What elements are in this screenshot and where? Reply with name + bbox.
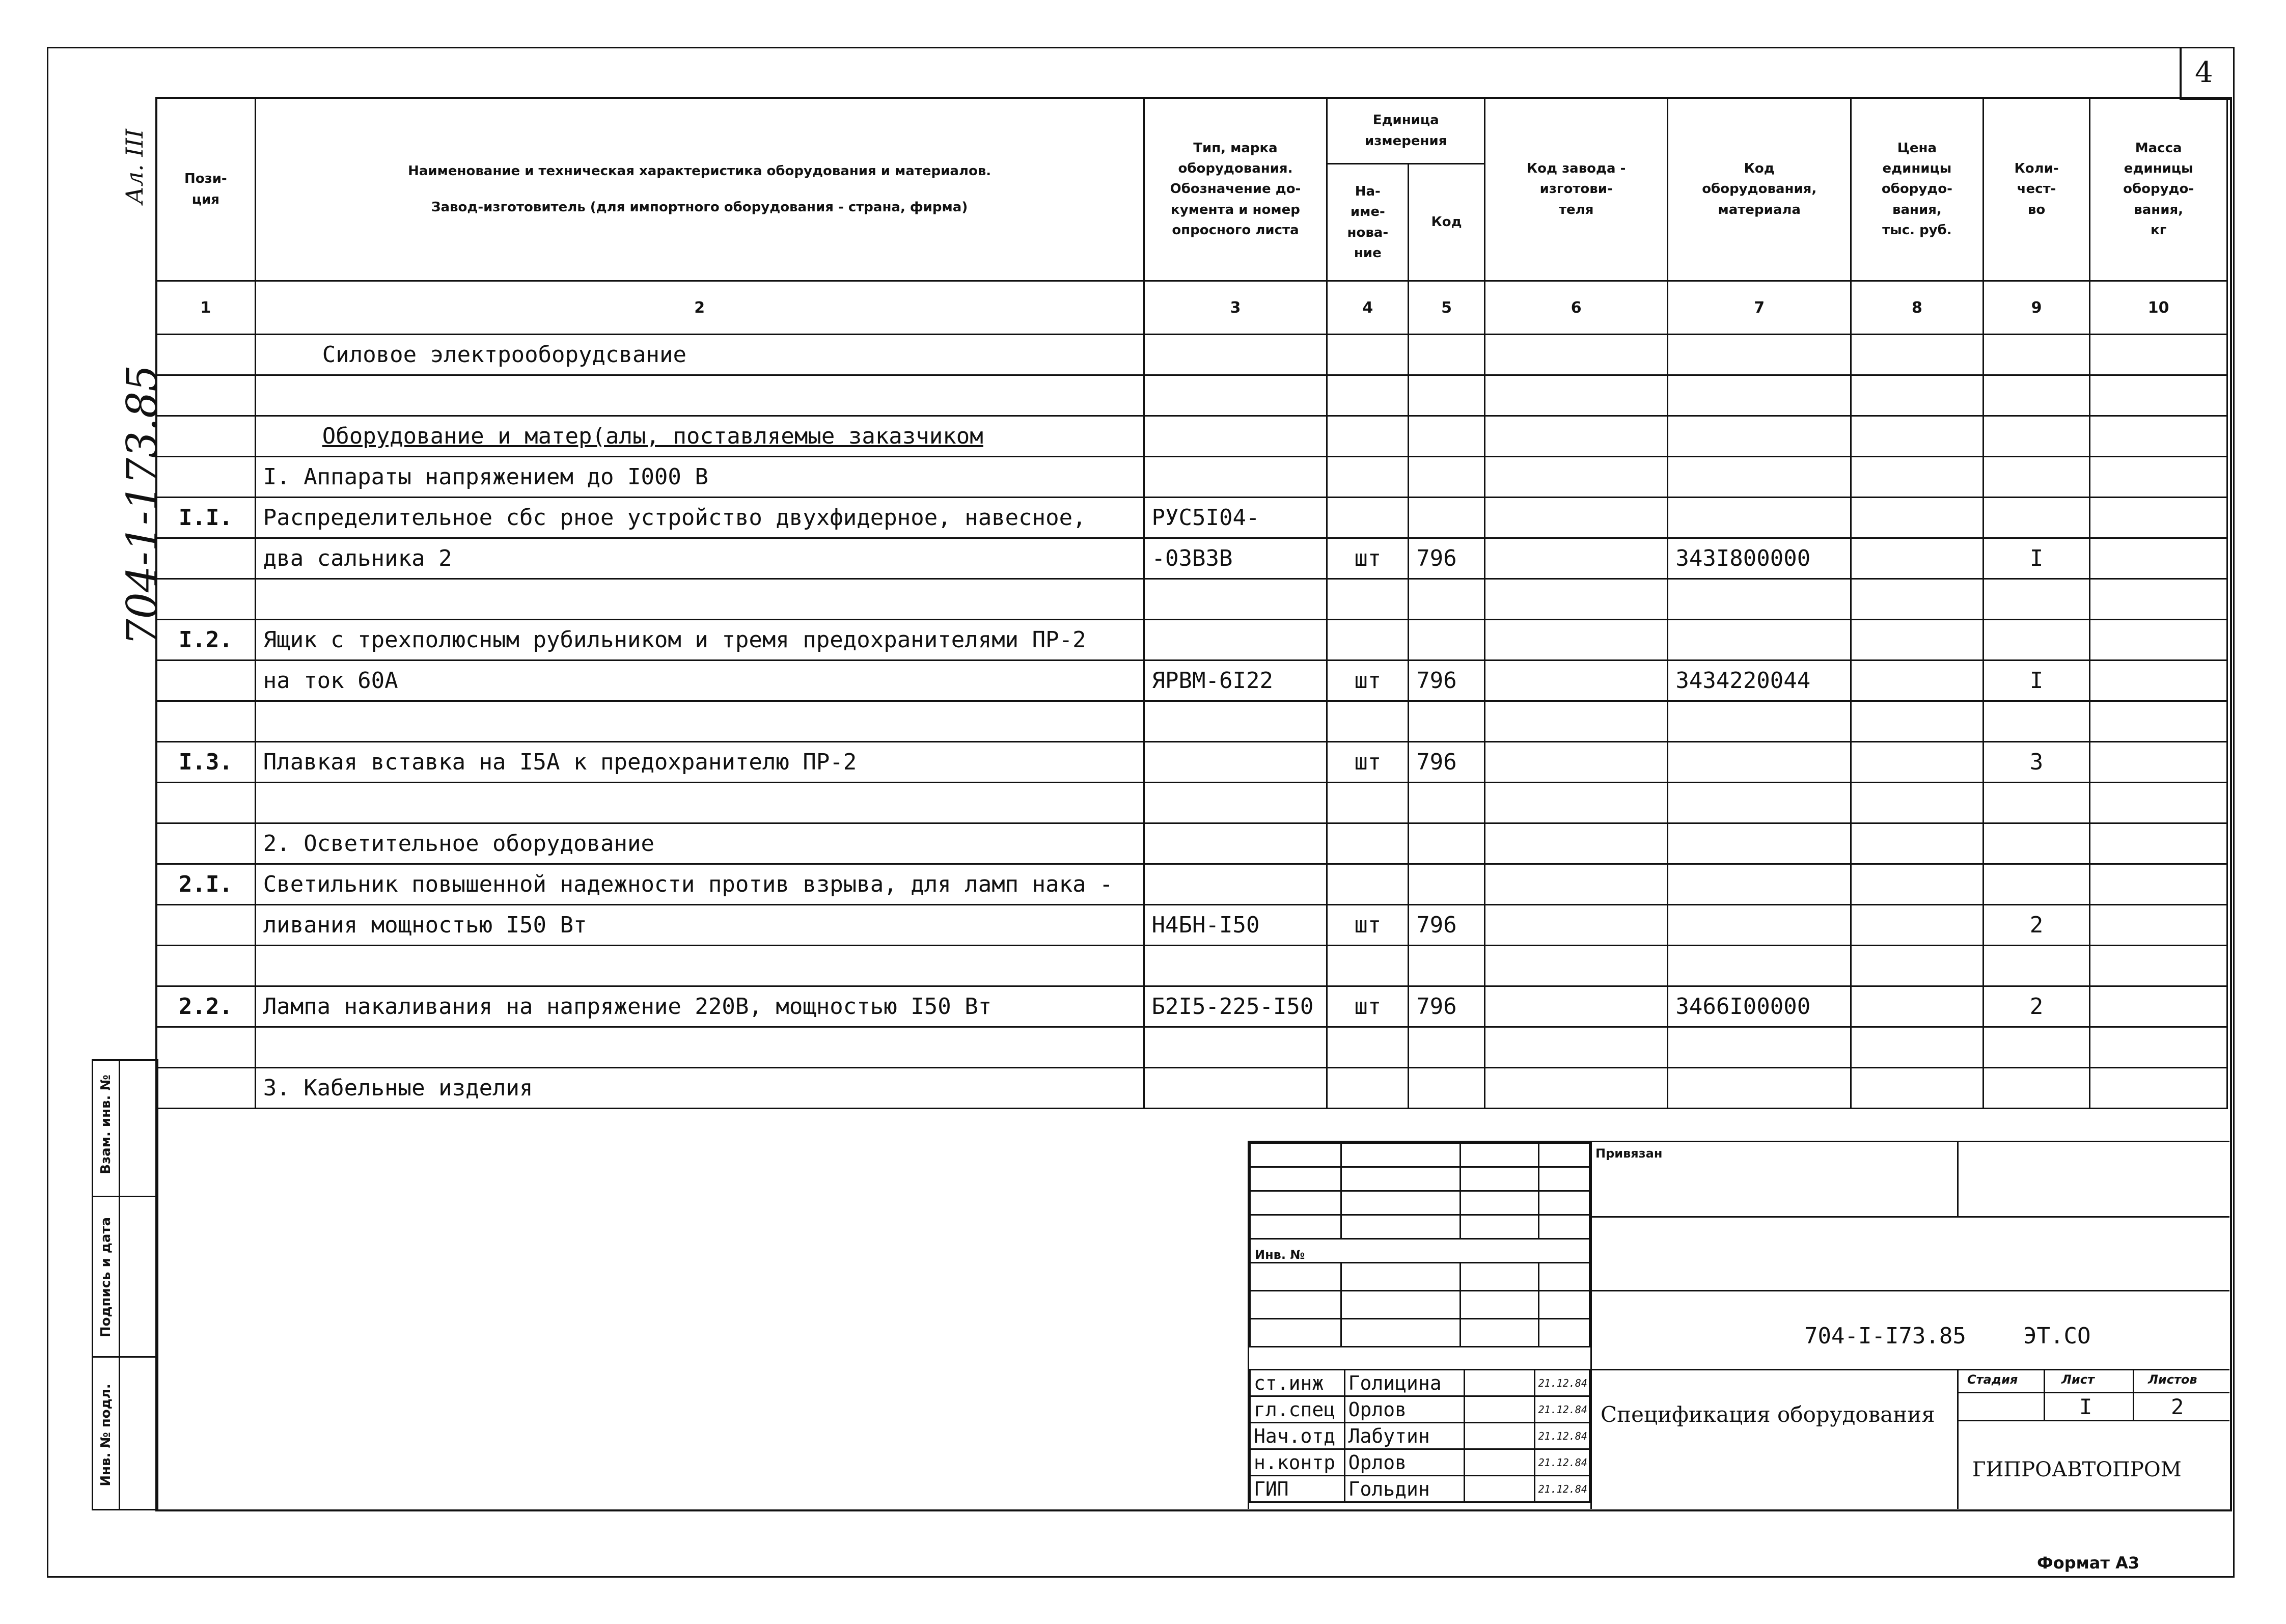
unit-code-cell <box>1409 620 1485 660</box>
mass-cell <box>2090 620 2227 660</box>
sheet-value: I <box>2079 1394 2092 1419</box>
table-row <box>156 946 2227 986</box>
table-row <box>156 498 2227 538</box>
material-code-cell <box>1668 498 1851 538</box>
name-cell <box>255 946 1144 986</box>
signer-name: Голицина <box>1344 1370 1464 1396</box>
maker-code-cell <box>1485 457 1668 498</box>
inv-number-label: Инв. № <box>1250 1239 1590 1263</box>
unit-cell <box>1327 1068 1409 1109</box>
position-cell <box>156 1068 256 1109</box>
left-stamp-strip <box>92 1059 158 1510</box>
position-cell <box>156 905 256 946</box>
maker-code-cell <box>1485 864 1668 905</box>
price-cell <box>1851 986 1984 1027</box>
name-cell <box>255 783 1144 823</box>
unit-cell <box>1327 864 1409 905</box>
type-cell <box>1144 1027 1327 1068</box>
type-cell <box>1144 457 1327 498</box>
signer-name: Лабутин <box>1344 1423 1464 1449</box>
table-row <box>156 538 2227 579</box>
signer-date: 21.12.84 <box>1534 1423 1589 1449</box>
position-cell <box>156 783 256 823</box>
quantity-cell <box>1983 1027 2090 1068</box>
mass-cell <box>2090 1068 2227 1109</box>
unit-code-cell: 796 <box>1409 742 1485 783</box>
unit-cell <box>1327 783 1409 823</box>
unit-code-cell <box>1409 946 1485 986</box>
mass-cell <box>2090 1027 2227 1068</box>
price-cell <box>1851 335 1984 375</box>
table-row <box>156 375 2227 416</box>
material-code-cell <box>1668 579 1851 620</box>
table-row <box>156 660 2227 701</box>
mass-cell <box>2090 375 2227 416</box>
unit-cell <box>1327 335 1409 375</box>
document-mark: ЭТ.СО <box>2023 1323 2091 1349</box>
mass-cell <box>2090 783 2227 823</box>
price-cell <box>1851 1068 1984 1109</box>
mass-cell <box>2090 416 2227 457</box>
maker-code-cell <box>1485 416 1668 457</box>
type-cell <box>1144 701 1327 742</box>
price-cell <box>1851 660 1984 701</box>
name-cell: на ток 60А <box>255 660 1144 701</box>
header-type: Тип, марка оборудования. Обозначение до- кумента и номер опросного листа <box>1144 98 1327 281</box>
mass-cell <box>2090 457 2227 498</box>
header-name: Наименование и техническая характеристика оборудования и материалов. Завод-изготовитель (для импортного оборудования - страна, фирма) <box>255 98 1144 281</box>
type-cell <box>1144 823 1327 864</box>
signer-name: Гольдин <box>1344 1476 1464 1502</box>
unit-code-cell <box>1409 783 1485 823</box>
signer-row <box>1250 1423 1590 1449</box>
side-document-code: 704-1-173.85 <box>118 365 167 646</box>
organization: ГИПРОАВТОПРОМ <box>1972 1458 2182 1481</box>
position-cell <box>156 660 256 701</box>
quantity-cell: I <box>1983 538 2090 579</box>
format-label: Формат А3 <box>2037 1553 2140 1573</box>
quantity-cell <box>1983 416 2090 457</box>
position-cell <box>156 335 256 375</box>
name-cell: 3. Кабельные изделия <box>255 1068 1144 1109</box>
name-cell: I. Аппараты напряжением до I000 В <box>255 457 1144 498</box>
sheets-label: Листов <box>2148 1372 2197 1387</box>
name-cell <box>255 579 1144 620</box>
price-cell <box>1851 701 1984 742</box>
material-code-cell <box>1668 783 1851 823</box>
unit-cell <box>1327 457 1409 498</box>
material-code-cell <box>1668 701 1851 742</box>
table-row <box>156 416 2227 457</box>
price-cell <box>1851 783 1984 823</box>
mass-cell <box>2090 660 2227 701</box>
price-cell <box>1851 457 1984 498</box>
table-row <box>156 335 2227 375</box>
mass-cell <box>2090 905 2227 946</box>
price-cell <box>1851 538 1984 579</box>
unit-cell <box>1327 416 1409 457</box>
mass-cell <box>2090 986 2227 1027</box>
column-numbers-row: 1 2 3 4 5 6 7 8 9 10 <box>156 281 2227 335</box>
signer-name: Орлов <box>1344 1449 1464 1476</box>
quantity-cell <box>1983 375 2090 416</box>
name-cell: Ящик с трехполюсным рубильником и тремя предохранителями ПР-2 <box>255 620 1144 660</box>
type-cell: Б2I5-225-I50 <box>1144 986 1327 1027</box>
sheet-label: Лист <box>2061 1372 2095 1387</box>
name-cell: 2. Осветительное оборудование <box>255 823 1144 864</box>
mass-cell <box>2090 823 2227 864</box>
maker-code-cell <box>1485 823 1668 864</box>
quantity-cell <box>1983 783 2090 823</box>
unit-code-cell <box>1409 416 1485 457</box>
signature-cell <box>1464 1423 1534 1449</box>
type-cell <box>1144 742 1327 783</box>
document-code: 704-I-I73.85 <box>1804 1323 1966 1349</box>
material-code-cell <box>1668 864 1851 905</box>
table-row <box>156 579 2227 620</box>
price-cell <box>1851 375 1984 416</box>
material-code-cell <box>1668 905 1851 946</box>
unit-code-cell <box>1409 375 1485 416</box>
unit-cell <box>1327 620 1409 660</box>
signer-row <box>1250 1476 1590 1502</box>
maker-code-cell <box>1485 620 1668 660</box>
material-code-cell <box>1668 742 1851 783</box>
stamp-label-original-inv: Инв. № подл. <box>98 1384 114 1487</box>
type-cell: -03B3B <box>1144 538 1327 579</box>
unit-cell: шт <box>1327 986 1409 1027</box>
price-cell <box>1851 823 1984 864</box>
header-mass: Масса единицы оборудо- вания, кг <box>2090 98 2227 281</box>
position-cell <box>156 457 256 498</box>
unit-cell <box>1327 823 1409 864</box>
header-maker-code: Код завода - изготови- теля <box>1485 98 1668 281</box>
mass-cell <box>2090 579 2227 620</box>
revision-grid <box>1249 1142 1590 1347</box>
maker-code-cell <box>1485 742 1668 783</box>
position-cell: I.3. <box>156 742 256 783</box>
type-cell: ЯРВМ-6I22 <box>1144 660 1327 701</box>
signer-role: Нач.отд <box>1250 1423 1345 1449</box>
unit-code-cell <box>1409 1068 1485 1109</box>
type-cell <box>1144 416 1327 457</box>
unit-code-cell <box>1409 498 1485 538</box>
material-code-cell: 3466I00000 <box>1668 986 1851 1027</box>
table-row <box>156 783 2227 823</box>
unit-code-cell <box>1409 823 1485 864</box>
header-quantity: Коли- чест- во <box>1983 98 2090 281</box>
signer-date: 21.12.84 <box>1534 1449 1589 1476</box>
material-code-cell <box>1668 375 1851 416</box>
maker-code-cell <box>1485 905 1668 946</box>
table-row <box>156 457 2227 498</box>
album-label: Ал. III <box>120 129 148 204</box>
position-cell <box>156 538 256 579</box>
position-cell: I.2. <box>156 620 256 660</box>
price-cell <box>1851 498 1984 538</box>
name-cell: Оборудование и матер(алы, поставляемые заказчиком <box>255 416 1144 457</box>
signers-grid <box>1249 1369 1590 1503</box>
quantity-cell <box>1983 498 2090 538</box>
price-cell <box>1851 905 1984 946</box>
position-cell <box>156 823 256 864</box>
signer-role: гл.спец <box>1250 1396 1345 1423</box>
unit-cell: шт <box>1327 742 1409 783</box>
signer-date: 21.12.84 <box>1534 1396 1589 1423</box>
mass-cell <box>2090 742 2227 783</box>
signer-role: ст.инж <box>1250 1370 1345 1396</box>
unit-cell: шт <box>1327 905 1409 946</box>
price-cell <box>1851 946 1984 986</box>
maker-code-cell <box>1485 498 1668 538</box>
quantity-cell <box>1983 946 2090 986</box>
unit-cell: шт <box>1327 538 1409 579</box>
signer-date: 21.12.84 <box>1534 1476 1589 1502</box>
maker-code-cell <box>1485 946 1668 986</box>
material-code-cell <box>1668 335 1851 375</box>
signer-name: Орлов <box>1344 1396 1464 1423</box>
unit-code-cell: 796 <box>1409 905 1485 946</box>
type-cell <box>1144 620 1327 660</box>
position-cell <box>156 375 256 416</box>
quantity-cell <box>1983 701 2090 742</box>
unit-cell <box>1327 701 1409 742</box>
position-cell <box>156 579 256 620</box>
type-cell <box>1144 783 1327 823</box>
maker-code-cell <box>1485 538 1668 579</box>
maker-code-cell <box>1485 1027 1668 1068</box>
unit-cell <box>1327 375 1409 416</box>
name-cell: Распределительное сбс рное устройство двухфидерное, навесное, <box>255 498 1144 538</box>
name-cell: Светильник повышенной надежности против взрыва, для ламп нака - <box>255 864 1144 905</box>
mass-cell <box>2090 538 2227 579</box>
unit-cell <box>1327 1027 1409 1068</box>
quantity-cell <box>1983 579 2090 620</box>
table-row <box>156 905 2227 946</box>
maker-code-cell <box>1485 701 1668 742</box>
signer-role: н.контр <box>1250 1449 1345 1476</box>
type-cell <box>1144 946 1327 986</box>
header-position: Пози- ция <box>156 98 256 281</box>
type-cell: Н4БН-I50 <box>1144 905 1327 946</box>
table-row <box>156 986 2227 1027</box>
type-cell <box>1144 864 1327 905</box>
unit-cell <box>1327 946 1409 986</box>
signer-row <box>1250 1449 1590 1476</box>
material-code-cell <box>1668 1068 1851 1109</box>
name-cell: два сальника 2 <box>255 538 1144 579</box>
position-cell <box>156 416 256 457</box>
maker-code-cell <box>1485 783 1668 823</box>
header-unit-name: На- име- нова- ние <box>1327 164 1409 281</box>
maker-code-cell <box>1485 335 1668 375</box>
type-cell <box>1144 579 1327 620</box>
specification-table <box>155 97 2228 1109</box>
maker-code-cell <box>1485 375 1668 416</box>
stamp-label-signature-date: Подпись и дата <box>98 1217 114 1338</box>
quantity-cell <box>1983 1068 2090 1109</box>
quantity-cell <box>1983 823 2090 864</box>
table-row <box>156 864 2227 905</box>
unit-cell <box>1327 579 1409 620</box>
mass-cell <box>2090 335 2227 375</box>
signer-date: 21.12.84 <box>1534 1370 1589 1396</box>
name-cell: ливания мощностью I50 Вт <box>255 905 1144 946</box>
unit-code-cell <box>1409 335 1485 375</box>
signature-cell <box>1464 1449 1534 1476</box>
price-cell <box>1851 864 1984 905</box>
maker-code-cell <box>1485 660 1668 701</box>
price-cell <box>1851 742 1984 783</box>
header-unit-code: Код <box>1409 164 1485 281</box>
signature-cell <box>1464 1396 1534 1423</box>
unit-cell: шт <box>1327 660 1409 701</box>
material-code-cell <box>1668 946 1851 986</box>
name-cell: Лампа накаливания на напряжение 220В, мощностью I50 Вт <box>255 986 1144 1027</box>
position-cell <box>156 946 256 986</box>
mass-cell <box>2090 498 2227 538</box>
stamp-label-replaced-inv: Взам. инв. № <box>98 1075 114 1174</box>
mass-cell <box>2090 946 2227 986</box>
name-cell <box>255 375 1144 416</box>
price-cell <box>1851 1027 1984 1068</box>
table-row <box>156 742 2227 783</box>
unit-code-cell: 796 <box>1409 986 1485 1027</box>
signature-cell <box>1464 1476 1534 1502</box>
material-code-cell <box>1668 1027 1851 1068</box>
position-cell <box>156 701 256 742</box>
quantity-cell <box>1983 335 2090 375</box>
unit-cell <box>1327 498 1409 538</box>
table-row <box>156 1068 2227 1109</box>
maker-code-cell <box>1485 579 1668 620</box>
price-cell <box>1851 579 1984 620</box>
position-cell: 2.I. <box>156 864 256 905</box>
position-cell: 2.2. <box>156 986 256 1027</box>
quantity-cell <box>1983 864 2090 905</box>
unit-code-cell <box>1409 579 1485 620</box>
stage-label: Стадия <box>1967 1372 2018 1387</box>
material-code-cell <box>1668 416 1851 457</box>
material-code-cell <box>1668 823 1851 864</box>
material-code-cell <box>1668 457 1851 498</box>
signer-role: ГИП <box>1250 1476 1345 1502</box>
quantity-cell: 2 <box>1983 905 2090 946</box>
unit-code-cell: 796 <box>1409 660 1485 701</box>
material-code-cell: 343I800000 <box>1668 538 1851 579</box>
quantity-cell: I <box>1983 660 2090 701</box>
position-cell <box>156 1027 256 1068</box>
unit-code-cell <box>1409 701 1485 742</box>
price-cell <box>1851 416 1984 457</box>
unit-code-cell <box>1409 1027 1485 1068</box>
table-row <box>156 701 2227 742</box>
material-code-cell <box>1668 620 1851 660</box>
maker-code-cell <box>1485 1068 1668 1109</box>
type-cell <box>1144 375 1327 416</box>
price-cell <box>1851 620 1984 660</box>
header-unit-group: Единица измерения <box>1327 98 1485 164</box>
signer-row <box>1250 1396 1590 1423</box>
sheets-value: 2 <box>2171 1394 2184 1419</box>
mass-cell <box>2090 701 2227 742</box>
header-price: Цена единицы оборудо- вания, тыс. руб. <box>1851 98 1984 281</box>
name-cell: Силовое электрооборудсвание <box>255 335 1144 375</box>
name-cell <box>255 1027 1144 1068</box>
unit-code-cell <box>1409 864 1485 905</box>
header-material-code: Код оборудования, материала <box>1668 98 1851 281</box>
document-title: Спецификация оборудования <box>1601 1402 1935 1427</box>
maker-code-cell <box>1485 986 1668 1027</box>
type-cell <box>1144 1068 1327 1109</box>
unit-code-cell <box>1409 457 1485 498</box>
position-cell: I.I. <box>156 498 256 538</box>
title-block <box>1248 1141 2229 1509</box>
unit-code-cell: 796 <box>1409 538 1485 579</box>
table-row <box>156 1027 2227 1068</box>
material-code-cell: 3434220044 <box>1668 660 1851 701</box>
name-cell <box>255 701 1144 742</box>
type-cell <box>1144 335 1327 375</box>
quantity-cell: 2 <box>1983 986 2090 1027</box>
quantity-cell: 3 <box>1983 742 2090 783</box>
signer-row <box>1250 1370 1590 1396</box>
table-row <box>156 620 2227 660</box>
quantity-cell <box>1983 457 2090 498</box>
signature-cell <box>1464 1370 1534 1396</box>
privyazan-label: Привязан <box>1595 1146 1663 1161</box>
quantity-cell <box>1983 620 2090 660</box>
table-row <box>156 823 2227 864</box>
name-cell: Плавкая вставка на I5А к предохранителю ПР-2 <box>255 742 1144 783</box>
type-cell: РУС5I04- <box>1144 498 1327 538</box>
mass-cell <box>2090 864 2227 905</box>
sheet-number: 4 <box>2195 56 2213 89</box>
